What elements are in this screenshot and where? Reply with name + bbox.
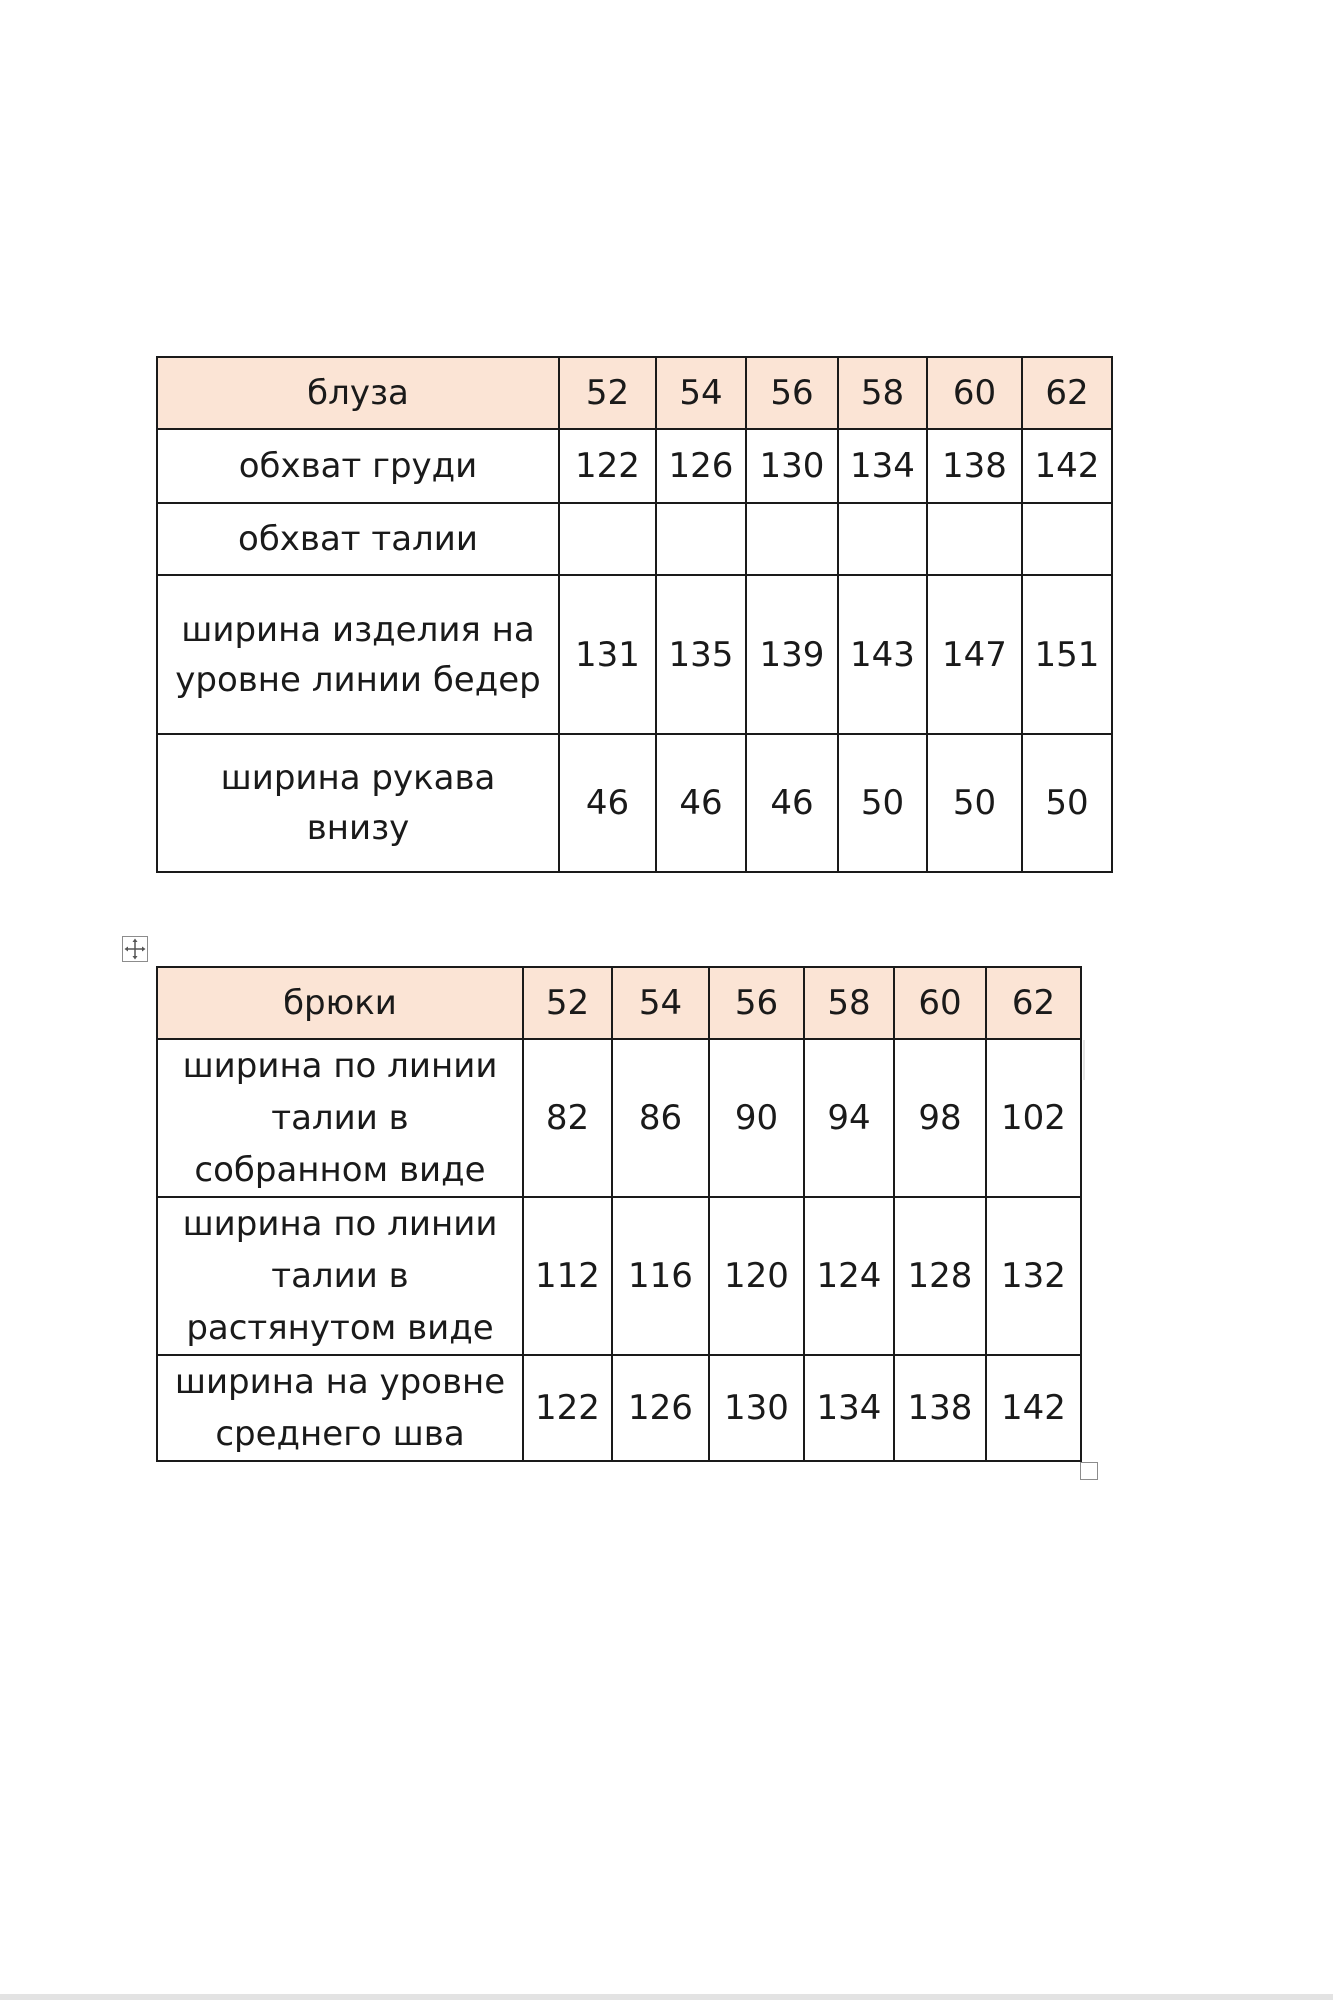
blouse-header-label[interactable]: блуза xyxy=(157,357,559,429)
size-60-header[interactable]: 60 xyxy=(894,967,986,1039)
table-cell[interactable]: 138 xyxy=(894,1355,986,1461)
table-cell[interactable]: 143 xyxy=(838,575,927,734)
page-bottom-edge xyxy=(0,1994,1333,2000)
table-cell[interactable]: 134 xyxy=(804,1355,894,1461)
table-move-icon[interactable] xyxy=(122,936,148,962)
table-cell[interactable] xyxy=(838,503,927,575)
table-resize-icon[interactable] xyxy=(1080,1462,1098,1480)
table-row xyxy=(157,429,1112,503)
table-cell[interactable]: 94 xyxy=(804,1039,894,1197)
pants-size-table xyxy=(156,966,1082,1462)
table-cell[interactable]: 112 xyxy=(523,1197,612,1355)
table-row xyxy=(157,575,1112,734)
pants-header-label[interactable]: брюки xyxy=(157,967,523,1039)
table-cell[interactable] xyxy=(927,503,1022,575)
row-label-middle-seam[interactable]: ширина на уровне среднего шва xyxy=(157,1355,523,1461)
table-cell[interactable]: 142 xyxy=(1022,429,1112,503)
table-cell[interactable]: 102 xyxy=(986,1039,1081,1197)
table-cell[interactable]: 98 xyxy=(894,1039,986,1197)
table-cell[interactable]: 124 xyxy=(804,1197,894,1355)
table-cell[interactable]: 122 xyxy=(559,429,656,503)
size-52-header[interactable]: 52 xyxy=(523,967,612,1039)
table-cell[interactable]: 116 xyxy=(612,1197,709,1355)
row-label-waist[interactable]: обхват талии xyxy=(157,503,559,575)
size-54-header[interactable]: 54 xyxy=(656,357,746,429)
table-cell[interactable]: 50 xyxy=(838,734,927,872)
size-54-header[interactable]: 54 xyxy=(612,967,709,1039)
table-row xyxy=(157,1355,1081,1461)
table-cell[interactable]: 50 xyxy=(1022,734,1112,872)
table-cell[interactable]: 46 xyxy=(746,734,838,872)
table-row xyxy=(157,1197,1081,1355)
row-label-waist-gathered[interactable]: ширина по линии талии в собранном виде xyxy=(157,1039,523,1197)
table-cell[interactable]: 132 xyxy=(986,1197,1081,1355)
table-cell[interactable]: 126 xyxy=(612,1355,709,1461)
size-56-header[interactable]: 56 xyxy=(709,967,804,1039)
table-cell[interactable] xyxy=(746,503,838,575)
table-cell[interactable]: 90 xyxy=(709,1039,804,1197)
table-cell[interactable]: 142 xyxy=(986,1355,1081,1461)
size-62-header[interactable]: 62 xyxy=(1022,357,1112,429)
row-label-chest[interactable]: обхват груди xyxy=(157,429,559,503)
table-cell[interactable]: 126 xyxy=(656,429,746,503)
table-row xyxy=(157,503,1112,575)
row-label-sleeve-width[interactable]: ширина рукава внизу xyxy=(157,734,559,872)
table-cell[interactable]: 135 xyxy=(656,575,746,734)
row-label-waist-stretched[interactable]: ширина по линии талии в растянутом виде xyxy=(157,1197,523,1355)
table-cell[interactable]: 138 xyxy=(927,429,1022,503)
table-cell[interactable]: 120 xyxy=(709,1197,804,1355)
table-cell[interactable] xyxy=(559,503,656,575)
blouse-header-row xyxy=(157,357,1112,429)
table-cell[interactable]: 46 xyxy=(656,734,746,872)
size-52-header[interactable]: 52 xyxy=(559,357,656,429)
table-cell[interactable]: 50 xyxy=(927,734,1022,872)
pants-header-row xyxy=(157,967,1081,1039)
table-cell[interactable]: 130 xyxy=(709,1355,804,1461)
table-row xyxy=(157,734,1112,872)
table-cell[interactable] xyxy=(656,503,746,575)
blouse-size-table xyxy=(156,356,1113,873)
table-edge-marker xyxy=(1083,1040,1085,1080)
size-62-header[interactable]: 62 xyxy=(986,967,1081,1039)
table-cell[interactable]: 82 xyxy=(523,1039,612,1197)
row-label-hip-width[interactable]: ширина изделия на уровне линии бедер xyxy=(157,575,559,734)
table-cell[interactable] xyxy=(1022,503,1112,575)
table-cell[interactable]: 130 xyxy=(746,429,838,503)
table-cell[interactable]: 147 xyxy=(927,575,1022,734)
table-cell[interactable]: 46 xyxy=(559,734,656,872)
size-56-header[interactable]: 56 xyxy=(746,357,838,429)
size-58-header[interactable]: 58 xyxy=(804,967,894,1039)
table-row xyxy=(157,1039,1081,1197)
table-cell[interactable]: 128 xyxy=(894,1197,986,1355)
table-cell[interactable]: 86 xyxy=(612,1039,709,1197)
table-cell[interactable]: 122 xyxy=(523,1355,612,1461)
size-58-header[interactable]: 58 xyxy=(838,357,927,429)
table-cell[interactable]: 131 xyxy=(559,575,656,734)
table-cell[interactable]: 134 xyxy=(838,429,927,503)
table-cell[interactable]: 151 xyxy=(1022,575,1112,734)
size-60-header[interactable]: 60 xyxy=(927,357,1022,429)
table-cell[interactable]: 139 xyxy=(746,575,838,734)
